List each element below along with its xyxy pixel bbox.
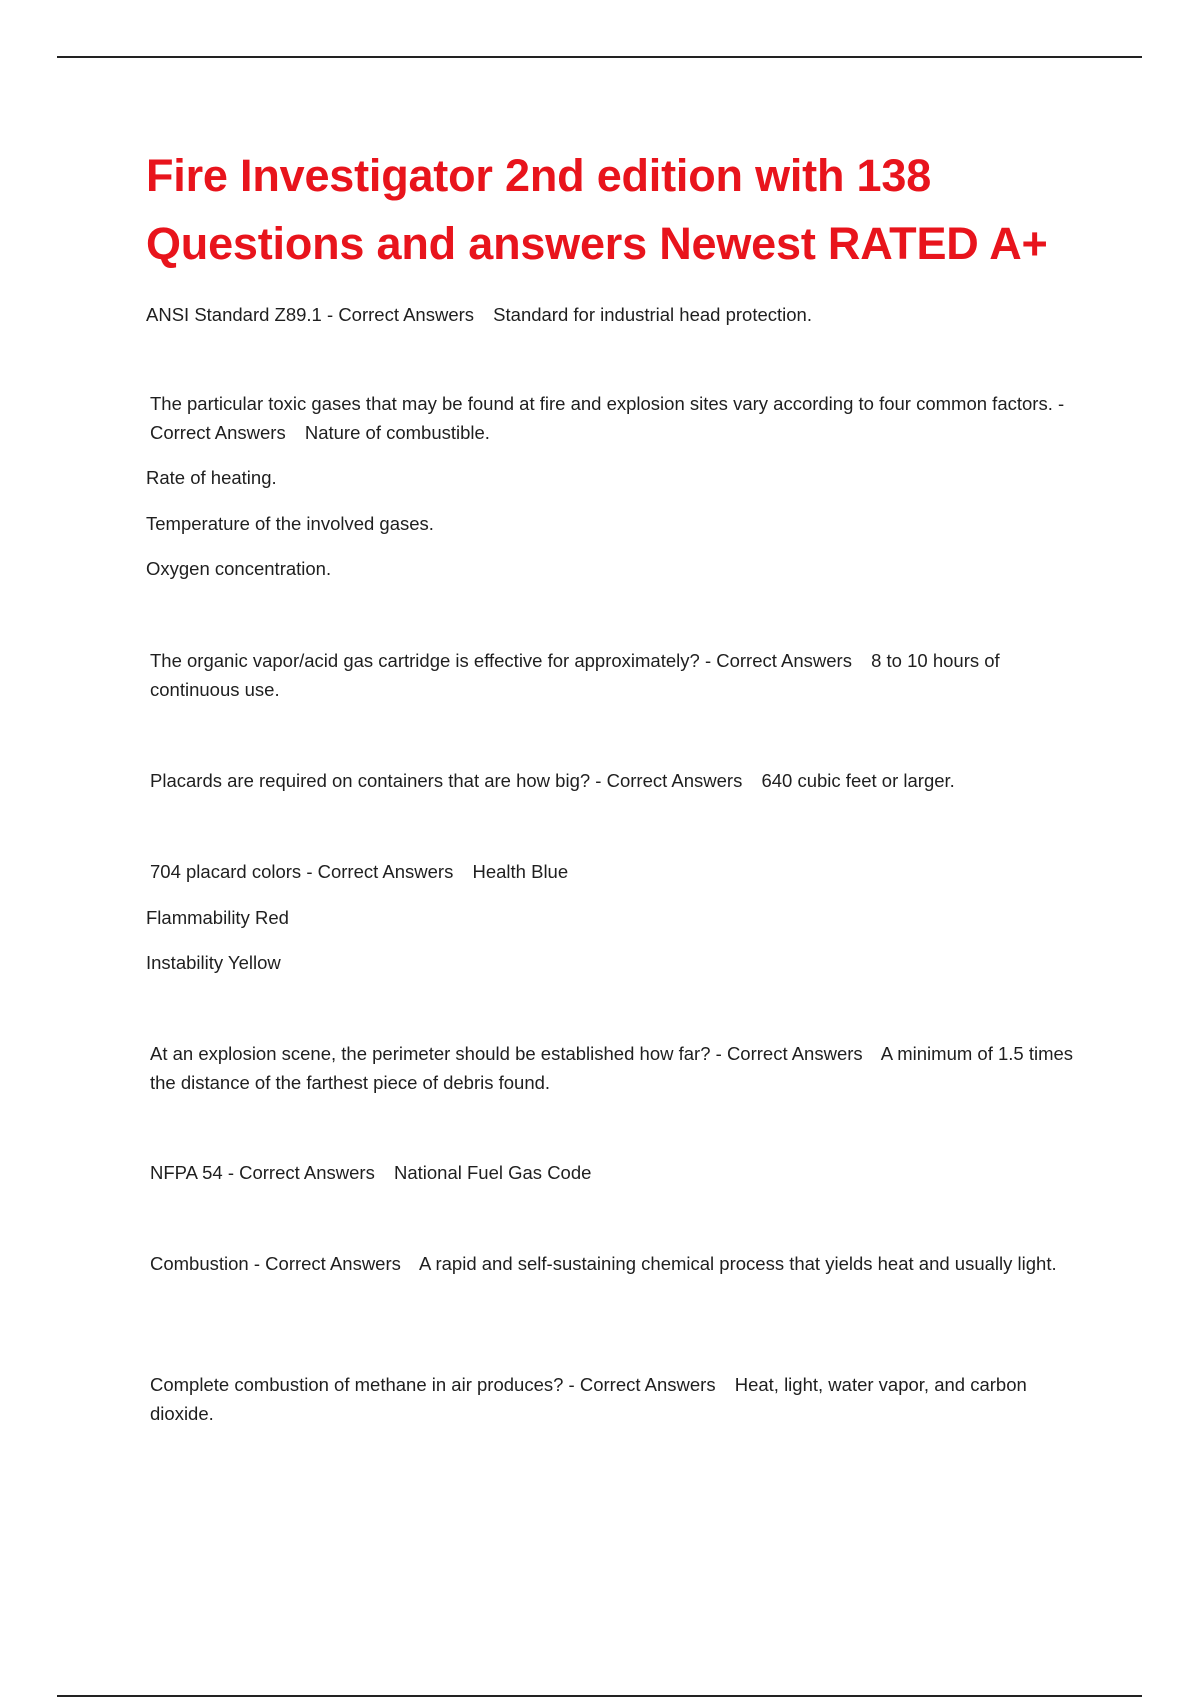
answer-continuation: Instability Yellow <box>146 952 281 973</box>
answer-text: Standard for industrial head protection. <box>493 304 812 325</box>
answer-label: Correct Answers <box>265 1253 401 1274</box>
answer-text: Health Blue <box>472 861 569 882</box>
separator: - <box>1057 393 1065 414</box>
top-rule <box>57 56 1142 58</box>
answer-text: 640 cubic feet or larger. <box>761 770 955 791</box>
answer-continuation: Temperature of the involved gases. <box>146 513 434 534</box>
question-text: Complete combustion of methane in air produces? <box>150 1374 564 1395</box>
qa-entry-6 <box>150 1158 591 1188</box>
qa-entry-0 <box>146 300 812 330</box>
answer-text: Nature of combustible. <box>304 422 490 443</box>
answer-label: Correct Answers <box>317 861 454 882</box>
qa-entry-7 <box>150 1249 1085 1278</box>
answer-text: 8 to 10 hours of continuous use. <box>150 650 1000 700</box>
answer-label: Correct Answers <box>239 1162 375 1183</box>
separator: - <box>327 304 334 325</box>
answer-text: National Fuel Gas Code <box>393 1162 592 1183</box>
question-text: The particular toxic gases that may be found at fire and explosion sites vary according to four common factors. <box>150 393 1053 414</box>
answer-continuation: Rate of heating. <box>146 467 277 488</box>
separator: - <box>253 1253 261 1274</box>
document-title: Fire Investigator 2nd edition with 138 Questions and answers Newest RATED A+ <box>146 150 1048 269</box>
bottom-rule <box>57 1695 1142 1697</box>
qa-entry-3 <box>150 766 955 796</box>
answer-text: A rapid and self-sustaining chemical process that yields heat and usually light. <box>419 1253 1057 1274</box>
qa-entry-4 <box>150 857 568 887</box>
separator: - <box>306 861 313 882</box>
answer-label: Correct Answers <box>606 770 743 791</box>
answer-text: Heat, light, water vapor, and carbon dioxide. <box>150 1374 1027 1424</box>
qa-entry-1 <box>150 389 1080 447</box>
answer-continuation: Oxygen concentration. <box>146 558 332 579</box>
answer-label: Correct Answers <box>579 1374 716 1395</box>
separator: - <box>595 770 602 791</box>
answer-label: Correct Answers <box>150 422 286 443</box>
question-text: Placards are required on containers that are how big? <box>150 770 591 791</box>
qa-entry-2 <box>150 646 1080 704</box>
answer-label: Correct Answers <box>726 1043 863 1064</box>
question-text: Combustion <box>150 1253 249 1274</box>
question-text: ANSI Standard Z89.1 <box>146 304 322 325</box>
answer-continuation: Flammability Red <box>146 907 289 928</box>
question-text: NFPA 54 <box>150 1162 223 1183</box>
qa-entry-5 <box>150 1039 1080 1097</box>
separator: - <box>568 1374 575 1395</box>
question-text: At an explosion scene, the perimeter should be established how far? <box>150 1043 711 1064</box>
separator: - <box>715 1043 722 1064</box>
qa-entry-8 <box>150 1370 1050 1428</box>
answer-label: Correct Answers <box>716 650 852 671</box>
question-text: The organic vapor/acid gas cartridge is effective for approximately? <box>150 650 700 671</box>
answer-label: Correct Answers <box>338 304 475 325</box>
separator: - <box>704 650 712 671</box>
question-text: 704 placard colors <box>150 861 302 882</box>
answer-text: A minimum of 1.5 times the distance of the farthest piece of debris found. <box>150 1043 1074 1093</box>
separator: - <box>227 1162 234 1183</box>
